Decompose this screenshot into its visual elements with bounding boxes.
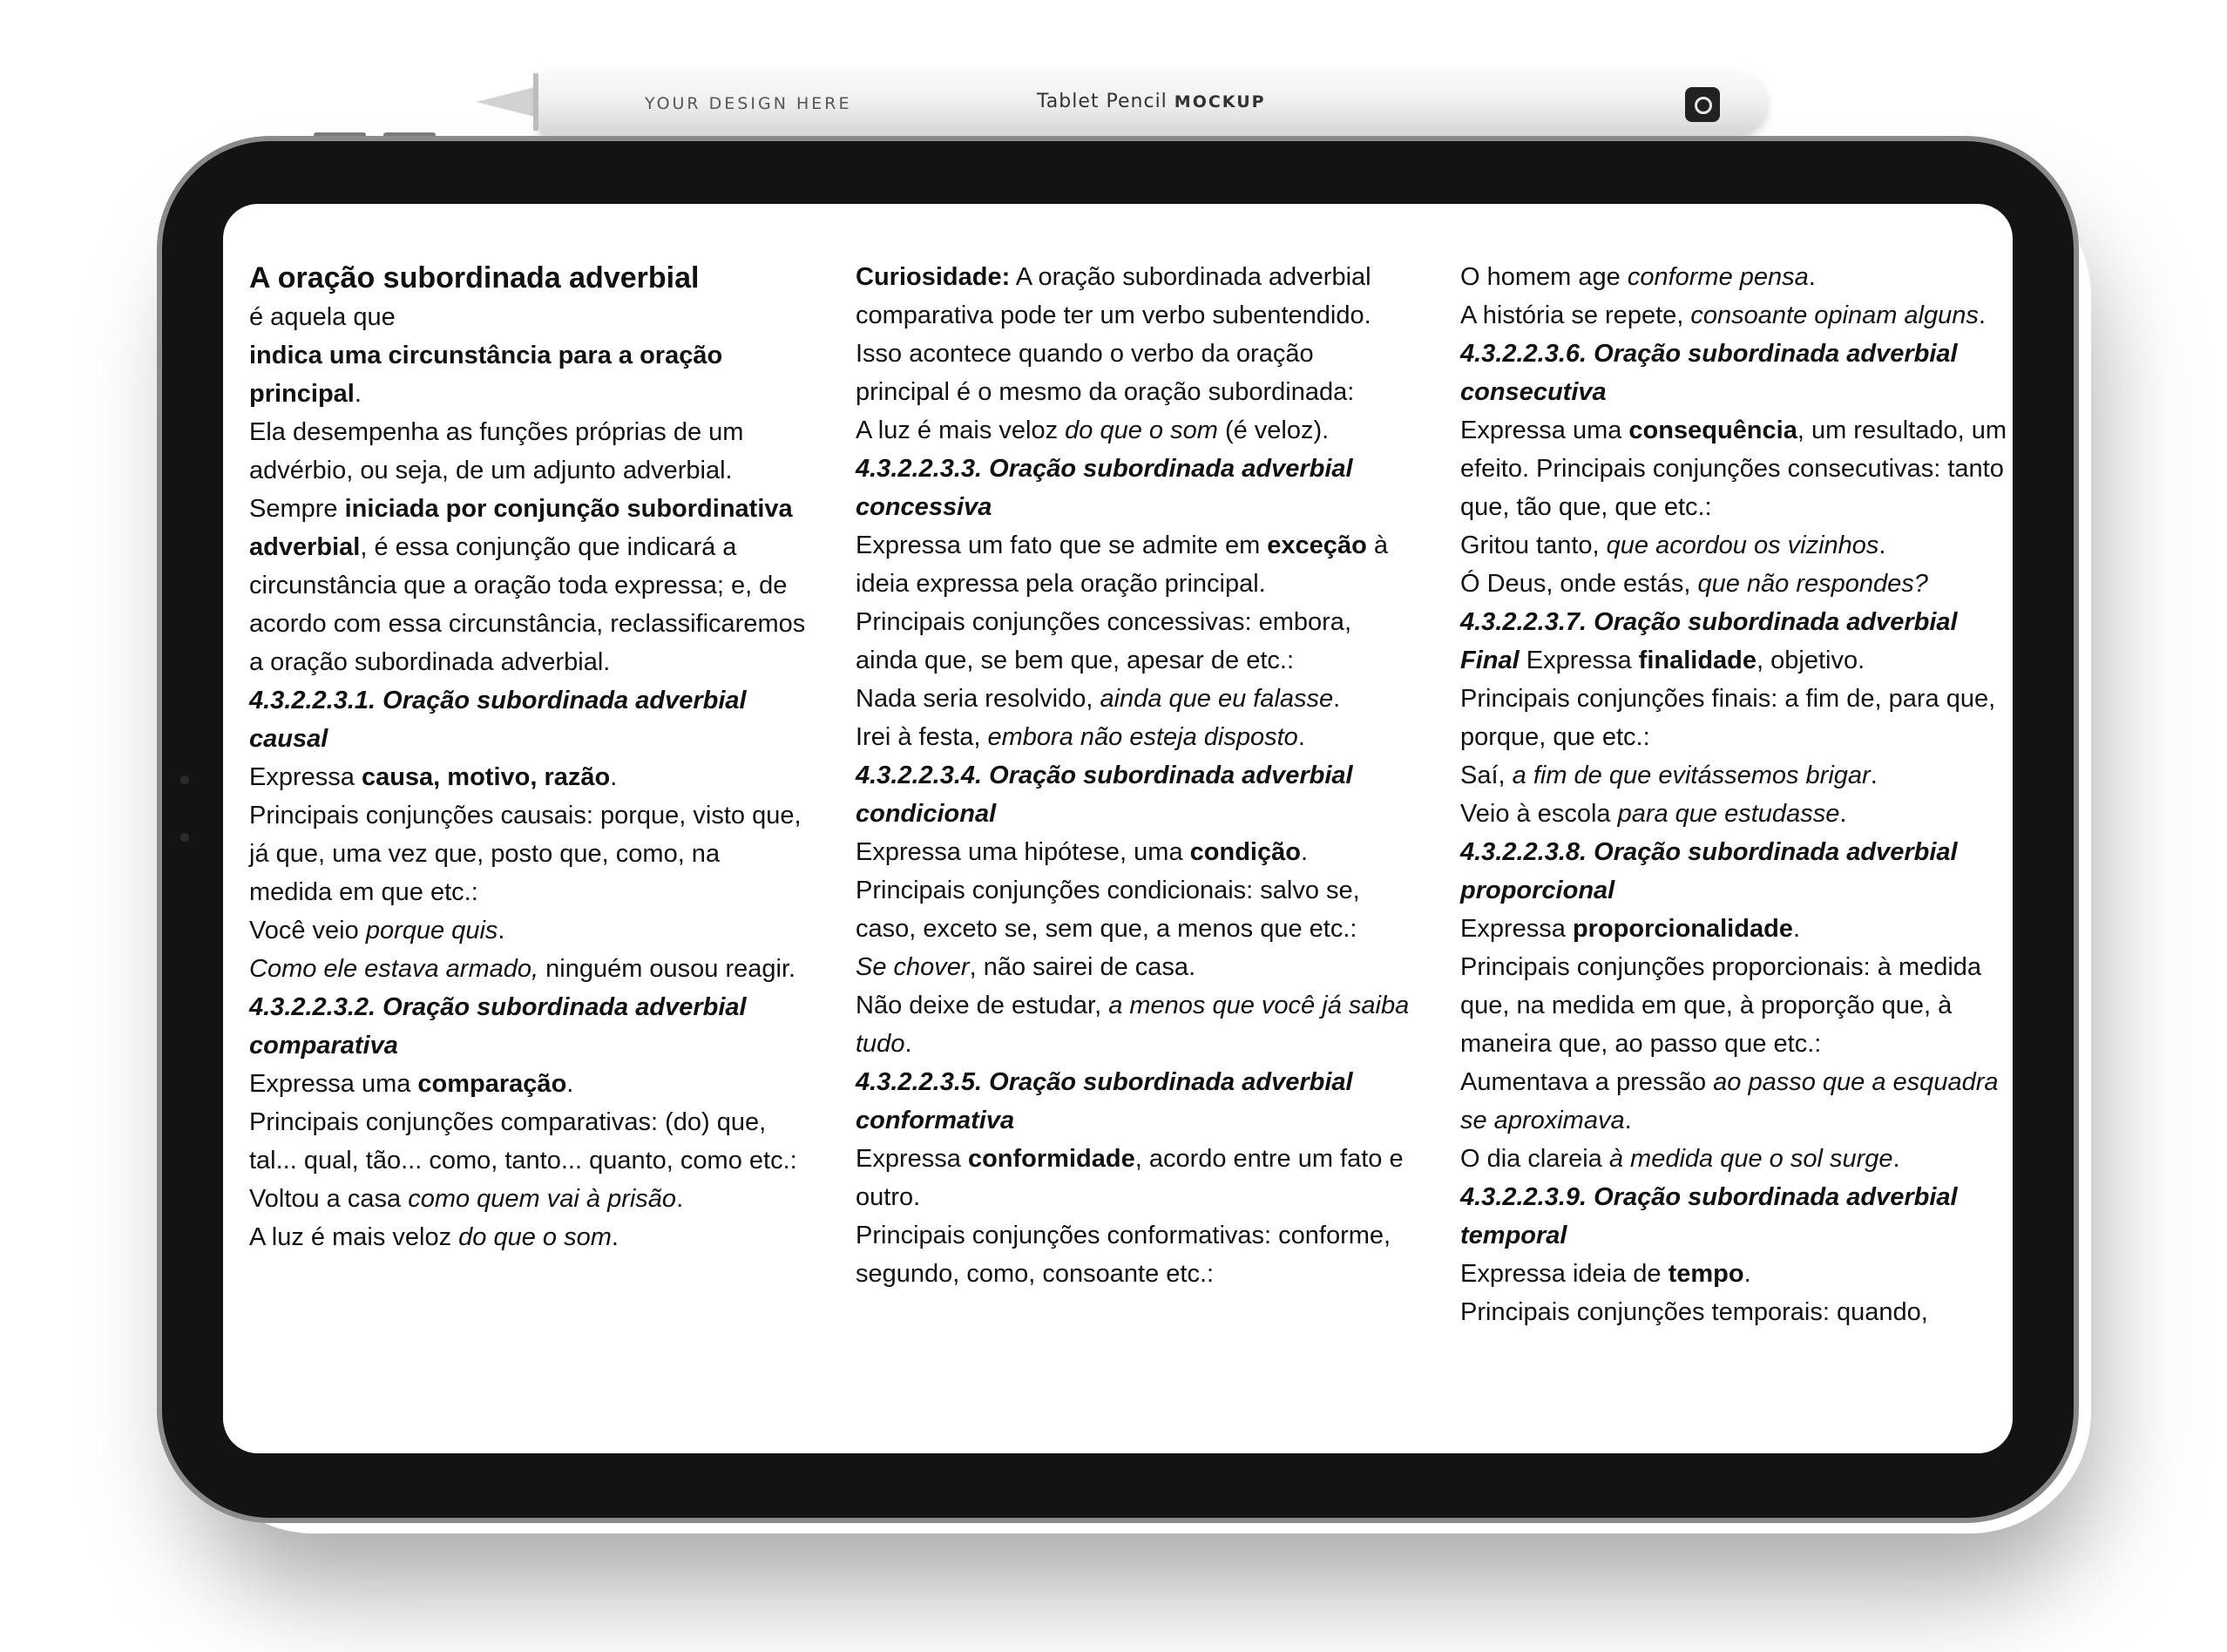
paragraph: comparativa pode ter um verbo subentendido. (856, 301, 1371, 329)
italic-text: porque quis (365, 917, 498, 944)
text: ninguém ousou reagir. (538, 955, 796, 983)
text: . (610, 763, 618, 791)
text: . (1300, 838, 1309, 866)
text: Expressa (1460, 915, 1573, 943)
italic-text: como quem vai à prisão (408, 1185, 677, 1213)
text-column-3 (1460, 258, 2013, 1331)
pencil-design-text: YOUR DESIGN HERE (645, 94, 852, 113)
paragraph (856, 1140, 1413, 1216)
text: . (1978, 301, 1986, 329)
example (249, 950, 807, 988)
italic-text: do que o som (458, 1223, 612, 1251)
example (1460, 795, 2013, 833)
document-title: A oração subordinada adverbial (249, 261, 700, 295)
section-heading: 4.3.2.2.3.4. Oração subordinada adverbial condicional (856, 762, 1353, 828)
text: . (498, 917, 505, 944)
text: . (354, 380, 362, 408)
text: , é essa conjunção que indicará a circunstância que a oração toda expressa; e, de acordo com essa circunstância, reclassificaremos a oração subordinada adverbial. (249, 533, 806, 676)
pencil-tip (476, 86, 538, 118)
paragraph: Principais conjunções conformativas: conforme, segundo, como, consoante etc.: (856, 1222, 1391, 1288)
text: A luz é mais veloz (856, 416, 1066, 444)
italic-text: conforme pensa (1627, 263, 1809, 291)
text: , um resultado, um efeito. Principais conjunções consecutivas: tanto que, tão que, que etc.: (1460, 416, 2007, 521)
section-heading: 4.3.2.2.3.8. Oração subordinada adverbial proporcional (1460, 838, 1958, 904)
text: A luz é mais veloz (249, 1223, 459, 1251)
section-heading: 4.3.2.2.3.6. Oração subordinada adverbial consecutiva (1460, 340, 1958, 406)
bold-text: comparação (417, 1070, 567, 1098)
text: . (1870, 762, 1878, 789)
example (249, 911, 807, 950)
paragraph: é aquela que (249, 303, 396, 331)
text: O homem age (1460, 263, 1628, 291)
text: Expressa uma (1460, 416, 1629, 444)
text: . (1743, 1260, 1751, 1288)
paragraph: Principais conjunções comparativas: (do) que, tal... qual, tão... como, tanto... quanto, como etc.: (249, 1108, 797, 1175)
paragraph (1460, 910, 2013, 948)
text: Voltou a casa (249, 1185, 409, 1213)
paragraph: Principais conjunções condicionais: salvo se, caso, exceto se, sem que, a menos que etc.: (856, 877, 1360, 943)
paragraph: Ela desempenha as funções próprias de um advérbio, ou seja, de um adjunto adverbial. (249, 418, 744, 484)
bold-text: tempo (1668, 1260, 1744, 1288)
paragraph (249, 758, 807, 796)
bold-text: exceção (1267, 531, 1367, 559)
italic-text: à medida que o sol surge (1608, 1145, 1893, 1173)
example (856, 986, 1413, 1063)
text: . (1792, 915, 1800, 943)
text: . (1808, 263, 1816, 291)
pencil-brand (1037, 91, 1266, 112)
text: Saí, (1460, 762, 1513, 789)
text: . (1878, 531, 1886, 559)
text: Gritou tanto, (1460, 531, 1607, 559)
italic-text: do que o som (1065, 416, 1218, 444)
section-heading: 4.3.2.2.3.5. Oração subordinada adverbial conformativa (856, 1068, 1353, 1134)
paragraph: Principais conjunções causais: porque, visto que, já que, uma vez que, posto que, como, na medida em que etc.: (249, 802, 802, 906)
text: Sempre (249, 495, 345, 523)
bold-text: Curiosidade: (856, 263, 1011, 291)
text: . (904, 1030, 912, 1058)
bold-text: consequência (1628, 416, 1797, 444)
text-column-1 (249, 258, 807, 1256)
italic-text: Como ele estava armado, (249, 955, 539, 983)
italic-text: a menos que você já saiba tudo (856, 992, 1410, 1058)
text: . (676, 1185, 684, 1213)
text: . (1333, 685, 1341, 713)
paragraph: Principais conjunções proporcionais: à medida que, na medida em que, à proporção que, à maneira que, ao passo que etc.: (1460, 953, 1982, 1058)
paragraph: Principais conjunções finais: a fim de, para que, porque, que etc.: (1460, 685, 1996, 751)
example (1460, 296, 2013, 335)
text: . (1624, 1107, 1632, 1134)
text: . (566, 1070, 574, 1098)
text: (é veloz). (1217, 416, 1330, 444)
italic-text: que acordou os vizinhos (1606, 531, 1879, 559)
text: Expressa uma hipótese, uma (856, 838, 1190, 866)
text: . (1297, 723, 1305, 751)
text: Expressa (249, 763, 362, 791)
example (856, 718, 1413, 756)
bold-text: causa, motivo, razão (361, 763, 611, 791)
text: à ideia expressa pela oração principal. (856, 531, 1388, 598)
text: . (1892, 1145, 1900, 1173)
section-heading: 4.3.2.2.3.2. Oração subordinada adverbial comparativa (249, 993, 747, 1060)
text: , objetivo. (1757, 647, 1865, 674)
bold-text: indica uma circunstância para a oração principal (249, 342, 723, 408)
text: , não sairei de casa. (969, 953, 1196, 981)
example (1460, 1063, 2013, 1140)
pencil-brand-text: Tablet Pencil (1037, 91, 1168, 112)
paragraph (856, 258, 1413, 296)
section-heading: 4.3.2.2.3.7. Oração subordinada adverbial Final (1460, 608, 1958, 674)
italic-text: Se chover (856, 953, 970, 981)
italic-text: embora não esteja disposto (987, 723, 1298, 751)
example (249, 1218, 807, 1256)
bold-text: proporcionalidade (1572, 915, 1793, 943)
text: A oração subordinada adverbial (1010, 263, 1371, 291)
paragraph (856, 526, 1413, 603)
text: Irei à festa, (856, 723, 988, 751)
paragraph: Isso acontece quando o verbo da oração principal é o mesmo da oração subordinada: (856, 340, 1355, 406)
text: Aumentava a pressão (1460, 1068, 1714, 1096)
text: Expressa um fato que se admite em (856, 531, 1268, 559)
italic-text: consoante opinam alguns (1690, 301, 1979, 329)
example (1460, 756, 2013, 795)
pencil-tip-band (533, 73, 538, 131)
example (249, 1180, 807, 1218)
bold-text: finalidade (1638, 647, 1757, 674)
text: Expressa (856, 1145, 968, 1173)
sensor-dot (180, 833, 189, 842)
example (1460, 526, 2013, 565)
tablet-screen (223, 204, 2013, 1453)
text: Expressa uma (249, 1070, 418, 1098)
paragraph (1460, 1255, 2013, 1293)
text: Veio à escola (1460, 800, 1618, 828)
text: A história se repete, (1460, 301, 1691, 329)
paragraph: Principais conjunções concessivas: embora, ainda que, se bem que, apesar de etc.: (856, 608, 1351, 674)
section-heading: 4.3.2.2.3.9. Oração subordinada adverbial temporal (1460, 1183, 1958, 1249)
paragraph (1460, 411, 2013, 526)
text: Ó Deus, onde estás, (1460, 570, 1698, 598)
paragraph: Principais conjunções temporais: quando, (1460, 1298, 1928, 1326)
italic-text: para que estudasse (1617, 800, 1840, 828)
paragraph (249, 490, 807, 681)
paragraph (249, 1065, 807, 1103)
italic-text: ainda que eu falasse (1100, 685, 1334, 713)
section-heading: 4.3.2.2.3.1. Oração subordinada adverbial causal (249, 687, 747, 753)
section-heading: 4.3.2.2.3.3. Oração subordinada adverbial concessiva (856, 455, 1353, 521)
pencil-brand-mockup: MOCKUP (1174, 92, 1266, 112)
example (856, 411, 1413, 450)
example (856, 680, 1413, 718)
italic-text: a fim de que evitássemos brigar (1512, 762, 1871, 789)
text: Você veio (249, 917, 366, 944)
pencil-logo-icon (1685, 87, 1720, 122)
paragraph (856, 833, 1413, 871)
bold-text: condição (1189, 838, 1301, 866)
camera-dot (180, 775, 189, 784)
example (1460, 565, 2013, 603)
bold-text: conformidade (967, 1145, 1135, 1173)
text: . (1839, 800, 1847, 828)
italic-text: que não respondes? (1697, 570, 1928, 598)
bold-text: iniciada por conjunção subordinativa adverbial (249, 495, 793, 561)
example (1460, 1140, 2013, 1178)
text: O dia clareia (1460, 1145, 1609, 1173)
paragraph (249, 336, 807, 413)
text: , acordo entre um fato e outro. (856, 1145, 1404, 1211)
italic-text: ao passo que a esquadra se aproximava (1460, 1068, 1999, 1134)
example (856, 948, 1413, 986)
text-column-2 (856, 258, 1413, 1293)
example (1460, 258, 2013, 296)
text: Nada seria resolvido, (856, 685, 1100, 713)
text: Expressa (1519, 647, 1639, 674)
text: Expressa ideia de (1460, 1260, 1669, 1288)
text: Não deixe de estudar, (856, 992, 1109, 1019)
text: . (611, 1223, 619, 1251)
paragraph (1460, 603, 2013, 680)
